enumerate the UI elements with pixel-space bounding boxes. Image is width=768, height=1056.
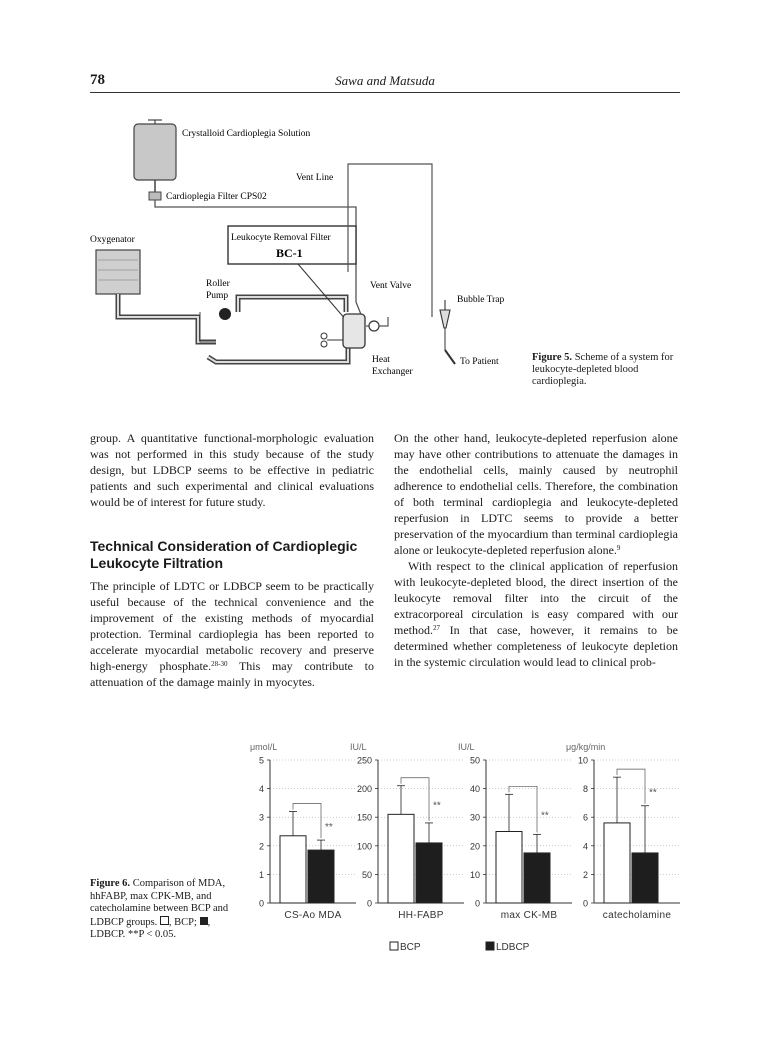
left-column	[90, 430, 374, 690]
tick-label: 150	[356, 812, 372, 823]
caption-ldbcp: , LDBCP.	[90, 916, 211, 940]
figure-5-caption	[532, 352, 682, 388]
panel-xlabel: CS-Ao MDA	[284, 910, 342, 921]
right-p1-text: On the other hand, leukocyte-depleted reperfusion alone may have other contributions to attenuate the damages in the endothelial cells, mainly caused by neutrophil adherence to endothelial cells. Therefore, the combination of both terminal cardioplegia and leukocyte-depleted reperfusion in LDTC seems to provide a better preservation of the myocardium than terminal cardioplegia alone or leukocyte-depleted reperfusion alone.	[394, 431, 678, 557]
bar-ldbcp	[308, 850, 334, 903]
left-p2-text-a: The principle of LDTC or LDBCP seem to be practically useful because of the technical convenience and the improvement of the existing methods of myocardial protection. Terminal cardioplegia has been reported to accelerate myocardial metabolic recovery and preserve high-energy phosphate.	[90, 579, 374, 673]
figure-5-caption-text: Scheme of a system for leukocyte-depleted blood cardioplegia.	[532, 352, 674, 387]
unit-label: IU/L	[350, 742, 367, 752]
page-header	[90, 70, 680, 93]
figure-6-caption-label: Figure 6.	[90, 878, 131, 889]
label-filter-cps: Cardioplegia Filter CPS02	[166, 192, 267, 202]
significance-marker: **	[541, 810, 549, 822]
left-p2-text-b: This may contribute to attenuation of the damage mainly in myocytes.	[90, 659, 375, 689]
panel-xlabel: max CK-MB	[500, 910, 558, 921]
tick-label: 0	[366, 898, 372, 909]
tick-label: 2	[258, 841, 264, 852]
label-removal-filter: Leukocyte Removal Filter	[231, 233, 331, 243]
ldbcp-square-icon	[200, 917, 208, 925]
tick-label: 250	[356, 755, 372, 766]
unit-label: μmol/L	[250, 742, 278, 752]
tick-label: 4	[582, 841, 588, 852]
figure-6-svg	[240, 738, 690, 968]
legend-ldbcp-label: LDBCP	[496, 942, 530, 953]
bar-ldbcp	[524, 853, 550, 903]
running-head: Sawa and Matsuda	[335, 73, 435, 88]
tick-label: 200	[356, 784, 372, 795]
figure-5-diagram	[88, 112, 518, 412]
bcp-square-icon	[160, 916, 169, 925]
significance-marker: **	[649, 787, 657, 799]
tick-label: 50	[469, 755, 480, 766]
bar-ldbcp	[632, 853, 658, 903]
right-paragraph-2	[394, 558, 678, 670]
tick-label: 1	[258, 869, 264, 880]
heat-exchanger	[343, 314, 365, 348]
right-p2-text-b: In that case, however, it remains to be determined whether completeness of leukocyte depletion in the systemic circulation would lead to clinical prob-	[394, 623, 678, 669]
bar-bcp	[280, 836, 306, 903]
bubble-trap	[440, 310, 450, 328]
label-roller: Roller	[206, 279, 230, 289]
bar-bcp	[496, 832, 522, 904]
panel-xlabel: catecholamine	[602, 910, 672, 921]
reference-superscript: 27	[433, 624, 440, 632]
bar-ldbcp	[416, 843, 442, 903]
label-bc1: BC-1	[276, 246, 303, 260]
label-oxygenator: Oxygenator	[90, 235, 135, 245]
unit-label: IU/L	[458, 742, 475, 752]
legend-bcp-label: BCP	[400, 942, 421, 953]
right-column	[394, 430, 678, 670]
right-p2-text-a: With respect to the clinical application of reperfusion with leukocyte-depleted blood, the direct insertion of the leukocyte removal filter into the circuit of the extracorporeal circulation is easy compared with our method.	[394, 559, 678, 637]
tick-label: 40	[469, 784, 480, 795]
vent-valve	[369, 321, 379, 331]
legend-ldbcp-swatch	[486, 942, 494, 950]
significance-bracket	[509, 786, 537, 832]
reference-superscript: 28-30	[211, 660, 228, 668]
bar-bcp	[388, 814, 414, 903]
tick-label: 5	[258, 755, 264, 766]
left-paragraph-2	[90, 578, 374, 690]
label-heat: Heat	[372, 355, 390, 365]
label-exchanger: Exchanger	[372, 367, 413, 377]
page-number: 78	[90, 72, 105, 88]
cardioplegia-line	[379, 317, 388, 326]
solution-bag	[134, 124, 176, 180]
label-bubble-trap: Bubble Trap	[457, 295, 505, 305]
tick-label: 30	[469, 812, 480, 823]
left-paragraph-1: group. A quantitative functional-morphologic evaluation was not performed in this study because of the study design, but LDBCP seems to be effective in pediatric patients and such experimental and clinical evaluations would be of interest for future study.	[90, 431, 374, 509]
tick-label: 0	[258, 898, 264, 909]
tick-label: 3	[258, 812, 264, 823]
cardioplegia-filter	[149, 192, 161, 200]
label-vent-line: Vent Line	[296, 173, 334, 183]
legend-bcp-swatch	[390, 942, 398, 950]
tick-label: 8	[582, 784, 588, 795]
significance-marker: **	[433, 800, 441, 812]
tick-label: 10	[577, 755, 588, 766]
label-to-patient: To Patient	[460, 357, 499, 367]
bar-bcp	[604, 823, 630, 903]
return-line	[200, 312, 216, 342]
tick-label: 6	[582, 812, 588, 823]
oxygenator	[96, 250, 140, 294]
caption-p-value: **P < 0.05.	[127, 929, 177, 940]
tick-label: 50	[361, 869, 372, 880]
label-solution: Crystalloid Cardioplegia Solution	[182, 129, 311, 139]
label-vent-valve: Vent Valve	[370, 281, 412, 291]
figure-5-caption-label: Figure 5.	[532, 352, 573, 363]
caption-bcp: , BCP;	[168, 916, 197, 928]
tick-label: 0	[474, 898, 480, 909]
patient-cannula	[445, 350, 455, 364]
tick-label: 0	[582, 898, 588, 909]
roller-pump	[219, 308, 231, 320]
significance-marker: **	[325, 821, 333, 833]
unit-label: μg/kg/min	[566, 742, 606, 752]
significance-bracket	[293, 803, 321, 838]
tick-label: 4	[258, 784, 264, 795]
tick-label: 10	[469, 869, 480, 880]
significance-bracket	[617, 769, 645, 804]
reference-superscript: 9	[616, 544, 621, 552]
section-heading: Technical Consideration of Cardioplegic Leukocyte Filtration	[90, 538, 358, 571]
cardioplegia-circuit-diagram	[88, 112, 518, 412]
figure-6-chart	[240, 738, 690, 968]
label-pump: Pump	[206, 291, 229, 301]
panel-xlabel: HH-FABP	[398, 910, 444, 921]
tick-label: 100	[356, 841, 372, 852]
figure-6-caption	[90, 878, 238, 942]
tick-label: 2	[582, 869, 588, 880]
tick-label: 20	[469, 841, 480, 852]
right-paragraph-1	[394, 430, 678, 558]
figure-6-caption-text: Comparison of MDA, hhFABP, max CPK-MB, and catecholamine between BCP and LDBCP groups.	[90, 878, 229, 928]
